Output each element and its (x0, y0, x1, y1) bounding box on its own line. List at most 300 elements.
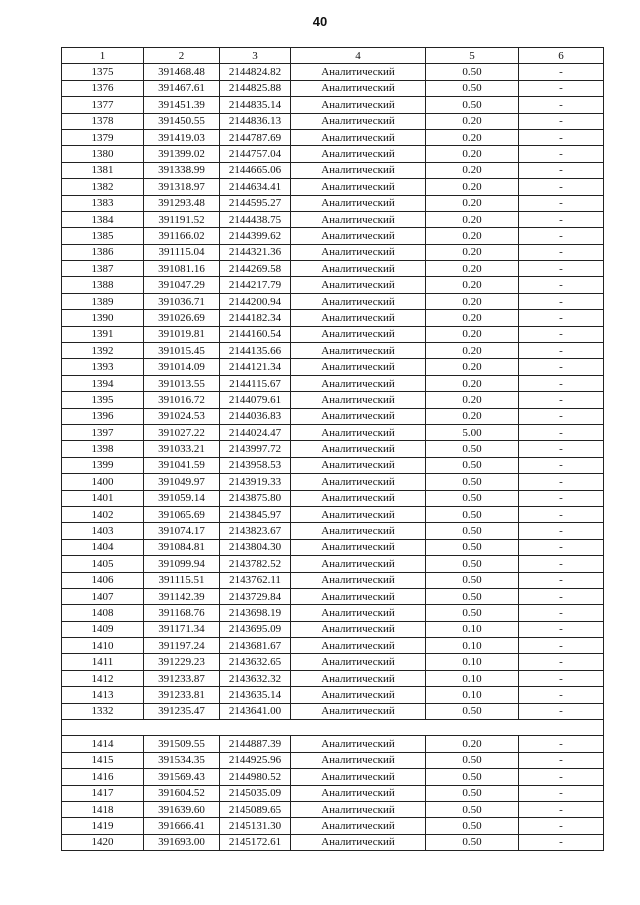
table-cell-col-4: Аналитический (291, 506, 426, 522)
table-cell-col-6: - (519, 64, 604, 80)
table-cell-col-6: - (519, 179, 604, 195)
table-cell-col-4: Аналитический (291, 261, 426, 277)
table-cell-col-5: 0.50 (426, 474, 519, 490)
table-cell-col-5: 0.50 (426, 490, 519, 506)
table-cell-col-4: Аналитический (291, 179, 426, 195)
table-cell-col-6: - (519, 228, 604, 244)
table-cell-col-5: 0.20 (426, 293, 519, 309)
table-cell-col-3: 2143729.84 (220, 588, 291, 604)
table-cell-col-3: 2144824.82 (220, 64, 291, 80)
table-cell-col-1: 1417 (62, 785, 144, 801)
coordinates-table (61, 47, 604, 851)
table-row (62, 834, 604, 850)
table-cell-col-1: 1409 (62, 621, 144, 637)
table-cell-col-3: 2143845.97 (220, 506, 291, 522)
table-cell-col-6: - (519, 834, 604, 850)
table-row (62, 310, 604, 326)
table-cell-col-1: 1395 (62, 392, 144, 408)
table-cell-col-4: Аналитический (291, 621, 426, 637)
table-cell-col-4: Аналитический (291, 211, 426, 227)
table-cell-col-2: 391229.23 (144, 654, 220, 670)
table-cell-col-2: 391019.81 (144, 326, 220, 342)
table-cell-col-5: 0.50 (426, 818, 519, 834)
table-cell-col-6: - (519, 654, 604, 670)
table-cell-col-2: 391318.97 (144, 179, 220, 195)
table-cell-col-5: 0.50 (426, 572, 519, 588)
table-cell-col-6: - (519, 97, 604, 113)
table-cell-col-2: 391041.59 (144, 457, 220, 473)
table-cell-col-2: 391467.61 (144, 80, 220, 96)
table-row (62, 687, 604, 703)
table-row (62, 244, 604, 260)
table-cell-col-5: 0.20 (426, 392, 519, 408)
table-cell-col-1: 1332 (62, 703, 144, 719)
table-cell-col-5: 0.20 (426, 261, 519, 277)
table-cell-col-1: 1419 (62, 818, 144, 834)
table-cell-col-5: 0.20 (426, 375, 519, 391)
table-cell-col-1: 1392 (62, 343, 144, 359)
table-cell-col-2: 391074.17 (144, 523, 220, 539)
table-cell-col-6: - (519, 556, 604, 572)
table-cell-col-4: Аналитический (291, 539, 426, 555)
table-cell-col-5: 0.20 (426, 146, 519, 162)
header-col-4: 4 (291, 48, 426, 64)
table-cell-col-5: 5.00 (426, 424, 519, 440)
table-cell-col-1: 1394 (62, 375, 144, 391)
table-cell-col-3: 2144269.58 (220, 261, 291, 277)
table-cell-col-1: 1397 (62, 424, 144, 440)
table-cell-col-6: - (519, 408, 604, 424)
table-cell-col-3: 2143919.33 (220, 474, 291, 490)
table-cell-col-5: 0.20 (426, 244, 519, 260)
table-cell-col-6: - (519, 80, 604, 96)
table-cell-col-6: - (519, 375, 604, 391)
table-cell-col-2: 391197.24 (144, 638, 220, 654)
table-cell-col-1: 1420 (62, 834, 144, 850)
table-cell-col-2: 391065.69 (144, 506, 220, 522)
table-cell-col-6: - (519, 457, 604, 473)
table-row (62, 326, 604, 342)
table-cell-col-2: 391142.39 (144, 588, 220, 604)
header-col-5: 5 (426, 48, 519, 64)
table-cell-col-6: - (519, 523, 604, 539)
table-cell-col-6: - (519, 211, 604, 227)
table-cell-col-1: 1408 (62, 605, 144, 621)
table-cell-col-6: - (519, 146, 604, 162)
table-cell-col-2: 391084.81 (144, 539, 220, 555)
table-cell-col-5: 0.20 (426, 736, 519, 752)
table-cell-col-6: - (519, 736, 604, 752)
table-cell-col-3: 2144787.69 (220, 129, 291, 145)
table-cell-col-1: 1402 (62, 506, 144, 522)
table-cell-col-4: Аналитический (291, 129, 426, 145)
table-row (62, 228, 604, 244)
table-cell-col-3: 2144925.96 (220, 752, 291, 768)
table-row (62, 162, 604, 178)
table-cell-col-6: - (519, 539, 604, 555)
table-row (62, 146, 604, 162)
table-cell-col-1: 1387 (62, 261, 144, 277)
table-cell-col-3: 2143823.67 (220, 523, 291, 539)
table-cell-col-3: 2143762.11 (220, 572, 291, 588)
table-row (62, 621, 604, 637)
table-cell-col-3: 2143632.65 (220, 654, 291, 670)
table-cell-col-2: 391168.76 (144, 605, 220, 621)
table-cell-col-5: 0.20 (426, 129, 519, 145)
table-cell-col-1: 1388 (62, 277, 144, 293)
table-cell-col-4: Аналитический (291, 441, 426, 457)
separator-cell (62, 720, 604, 736)
table-row (62, 408, 604, 424)
table-cell-col-1: 1390 (62, 310, 144, 326)
table-cell-col-3: 2144200.94 (220, 293, 291, 309)
table-cell-col-4: Аналитический (291, 326, 426, 342)
page-number: 40 (312, 14, 328, 29)
table-cell-col-4: Аналитический (291, 195, 426, 211)
table-cell-col-2: 391468.48 (144, 64, 220, 80)
table-cell-col-4: Аналитический (291, 146, 426, 162)
table-cell-col-3: 2143632.32 (220, 670, 291, 686)
header-row (62, 48, 604, 64)
table-cell-col-1: 1410 (62, 638, 144, 654)
table-cell-col-5: 0.50 (426, 752, 519, 768)
table-cell-col-6: - (519, 818, 604, 834)
table-row (62, 670, 604, 686)
table-cell-col-2: 391026.69 (144, 310, 220, 326)
header-col-1: 1 (62, 48, 144, 64)
table-cell-col-1: 1404 (62, 539, 144, 555)
table-cell-col-1: 1418 (62, 801, 144, 817)
table-cell-col-4: Аналитический (291, 375, 426, 391)
table-cell-col-3: 2144079.61 (220, 392, 291, 408)
table-cell-col-4: Аналитический (291, 638, 426, 654)
table-cell-col-2: 391036.71 (144, 293, 220, 309)
table-cell-col-4: Аналитический (291, 293, 426, 309)
table-cell-col-1: 1411 (62, 654, 144, 670)
table-cell-col-1: 1378 (62, 113, 144, 129)
table-cell-col-4: Аналитический (291, 588, 426, 604)
table-cell-col-6: - (519, 129, 604, 145)
table-cell-col-4: Аналитический (291, 801, 426, 817)
table-cell-col-5: 0.20 (426, 326, 519, 342)
table-cell-col-4: Аналитический (291, 392, 426, 408)
table-cell-col-5: 0.10 (426, 638, 519, 654)
table-cell-col-3: 2144757.04 (220, 146, 291, 162)
header-col-3: 3 (220, 48, 291, 64)
table-cell-col-6: - (519, 310, 604, 326)
table-cell-col-3: 2143804.30 (220, 539, 291, 555)
table-cell-col-4: Аналитический (291, 834, 426, 850)
table-row (62, 572, 604, 588)
table-cell-col-1: 1385 (62, 228, 144, 244)
table-cell-col-2: 391033.21 (144, 441, 220, 457)
table-cell-col-5: 0.20 (426, 211, 519, 227)
table-cell-col-1: 1399 (62, 457, 144, 473)
table-cell-col-6: - (519, 588, 604, 604)
table-cell-col-2: 391024.53 (144, 408, 220, 424)
table-cell-col-6: - (519, 752, 604, 768)
table-cell-col-2: 391534.35 (144, 752, 220, 768)
table-cell-col-3: 2144980.52 (220, 769, 291, 785)
table-cell-col-6: - (519, 277, 604, 293)
table-cell-col-3: 2145172.61 (220, 834, 291, 850)
table-row (62, 359, 604, 375)
table-cell-col-6: - (519, 162, 604, 178)
table-cell-col-2: 391693.00 (144, 834, 220, 850)
table-cell-col-5: 0.50 (426, 605, 519, 621)
table-row (62, 588, 604, 604)
table-cell-col-1: 1380 (62, 146, 144, 162)
table-cell-col-5: 0.20 (426, 343, 519, 359)
table-cell-col-5: 0.50 (426, 801, 519, 817)
table-cell-col-1: 1407 (62, 588, 144, 604)
table-cell-col-3: 2144825.88 (220, 80, 291, 96)
table-row (62, 261, 604, 277)
table-cell-col-6: - (519, 293, 604, 309)
table-cell-col-1: 1412 (62, 670, 144, 686)
table-row (62, 392, 604, 408)
table-row (62, 97, 604, 113)
table-cell-col-4: Аналитический (291, 310, 426, 326)
table-cell-col-3: 2143997.72 (220, 441, 291, 457)
table-cell-col-3: 2143641.00 (220, 703, 291, 719)
table-cell-col-5: 0.50 (426, 64, 519, 80)
table-cell-col-2: 391419.03 (144, 129, 220, 145)
table-row (62, 293, 604, 309)
table-row (62, 441, 604, 457)
table-cell-col-6: - (519, 326, 604, 342)
table-cell-col-3: 2144595.27 (220, 195, 291, 211)
table-row (62, 769, 604, 785)
table-cell-col-2: 391081.16 (144, 261, 220, 277)
table-row (62, 424, 604, 440)
table-cell-col-1: 1383 (62, 195, 144, 211)
table-cell-col-1: 1403 (62, 523, 144, 539)
table-cell-col-6: - (519, 392, 604, 408)
table-row (62, 605, 604, 621)
table-cell-col-6: - (519, 490, 604, 506)
table-cell-col-6: - (519, 687, 604, 703)
table-cell-col-4: Аналитический (291, 343, 426, 359)
table-cell-col-5: 0.50 (426, 506, 519, 522)
table-cell-col-6: - (519, 474, 604, 490)
table-cell-col-5: 0.50 (426, 834, 519, 850)
table-cell-col-4: Аналитический (291, 457, 426, 473)
table-cell-col-4: Аналитический (291, 703, 426, 719)
table-cell-col-4: Аналитический (291, 769, 426, 785)
table-cell-col-5: 0.50 (426, 441, 519, 457)
table-cell-col-1: 1396 (62, 408, 144, 424)
table-cell-col-6: - (519, 113, 604, 129)
table-cell-col-3: 2144634.41 (220, 179, 291, 195)
table-row (62, 474, 604, 490)
table-cell-col-4: Аналитический (291, 523, 426, 539)
table-body (62, 64, 604, 851)
table-row (62, 179, 604, 195)
table-cell-col-4: Аналитический (291, 670, 426, 686)
table-cell-col-1: 1414 (62, 736, 144, 752)
table-cell-col-1: 1398 (62, 441, 144, 457)
table-cell-col-6: - (519, 424, 604, 440)
table-cell-col-5: 0.20 (426, 277, 519, 293)
table-cell-col-6: - (519, 801, 604, 817)
table-cell-col-6: - (519, 343, 604, 359)
table-row (62, 818, 604, 834)
table-cell-col-1: 1389 (62, 293, 144, 309)
table-cell-col-5: 0.50 (426, 556, 519, 572)
table-cell-col-2: 391569.43 (144, 769, 220, 785)
table-cell-col-4: Аналитический (291, 80, 426, 96)
table-cell-col-5: 0.50 (426, 80, 519, 96)
table-cell-col-2: 391015.45 (144, 343, 220, 359)
table-cell-col-2: 391047.29 (144, 277, 220, 293)
table-cell-col-4: Аналитический (291, 474, 426, 490)
group-separator-row (62, 720, 604, 736)
table-cell-col-5: 0.20 (426, 228, 519, 244)
table-cell-col-2: 391115.04 (144, 244, 220, 260)
table-cell-col-6: - (519, 506, 604, 522)
table-row (62, 703, 604, 719)
table-cell-col-2: 391016.72 (144, 392, 220, 408)
table-cell-col-1: 1400 (62, 474, 144, 490)
table-cell-col-3: 2143698.19 (220, 605, 291, 621)
table-cell-col-3: 2144024.47 (220, 424, 291, 440)
table-cell-col-2: 391338.99 (144, 162, 220, 178)
table-cell-col-3: 2144036.83 (220, 408, 291, 424)
table-row (62, 752, 604, 768)
table-cell-col-2: 391171.34 (144, 621, 220, 637)
table-cell-col-6: - (519, 572, 604, 588)
table-cell-col-1: 1381 (62, 162, 144, 178)
table-row (62, 801, 604, 817)
table-row (62, 556, 604, 572)
table-cell-col-4: Аналитический (291, 572, 426, 588)
table-cell-col-4: Аналитический (291, 64, 426, 80)
table-cell-col-3: 2145131.30 (220, 818, 291, 834)
table-cell-col-6: - (519, 261, 604, 277)
table-cell-col-3: 2144887.39 (220, 736, 291, 752)
table-cell-col-5: 0.20 (426, 179, 519, 195)
table-cell-col-6: - (519, 785, 604, 801)
table-cell-col-1: 1376 (62, 80, 144, 96)
table-cell-col-3: 2143958.53 (220, 457, 291, 473)
table-cell-col-3: 2144182.34 (220, 310, 291, 326)
table-cell-col-4: Аналитический (291, 408, 426, 424)
table-cell-col-5: 0.50 (426, 539, 519, 555)
table-cell-col-5: 0.20 (426, 162, 519, 178)
table-cell-col-1: 1384 (62, 211, 144, 227)
table-row (62, 375, 604, 391)
table-cell-col-4: Аналитический (291, 113, 426, 129)
table-cell-col-2: 391191.52 (144, 211, 220, 227)
table-cell-col-4: Аналитический (291, 687, 426, 703)
table-cell-col-4: Аналитический (291, 654, 426, 670)
table-row (62, 638, 604, 654)
table-cell-col-6: - (519, 670, 604, 686)
table-cell-col-3: 2144665.06 (220, 162, 291, 178)
table-row (62, 277, 604, 293)
table-cell-col-3: 2144160.54 (220, 326, 291, 342)
table-cell-col-1: 1405 (62, 556, 144, 572)
table-cell-col-3: 2143782.52 (220, 556, 291, 572)
table-cell-col-3: 2144438.75 (220, 211, 291, 227)
table-cell-col-5: 0.20 (426, 359, 519, 375)
table-cell-col-6: - (519, 359, 604, 375)
table-row (62, 113, 604, 129)
table-cell-col-1: 1413 (62, 687, 144, 703)
table-cell-col-2: 391059.14 (144, 490, 220, 506)
table-row (62, 129, 604, 145)
table-cell-col-2: 391049.97 (144, 474, 220, 490)
table-cell-col-2: 391293.48 (144, 195, 220, 211)
table-cell-col-5: 0.50 (426, 769, 519, 785)
table-cell-col-4: Аналитический (291, 244, 426, 260)
table-cell-col-3: 2143681.67 (220, 638, 291, 654)
table-row (62, 490, 604, 506)
table-row (62, 80, 604, 96)
table-cell-col-2: 391099.94 (144, 556, 220, 572)
table-row (62, 736, 604, 752)
table-row (62, 539, 604, 555)
table-cell-col-2: 391666.41 (144, 818, 220, 834)
table-cell-col-6: - (519, 703, 604, 719)
table-cell-col-4: Аналитический (291, 228, 426, 244)
table-cell-col-5: 0.50 (426, 457, 519, 473)
table-cell-col-6: - (519, 244, 604, 260)
table-cell-col-5: 0.10 (426, 654, 519, 670)
table-cell-col-3: 2143875.80 (220, 490, 291, 506)
table-cell-col-3: 2145089.65 (220, 801, 291, 817)
table-cell-col-2: 391115.51 (144, 572, 220, 588)
table-cell-col-3: 2144217.79 (220, 277, 291, 293)
table-cell-col-5: 0.50 (426, 588, 519, 604)
table-cell-col-4: Аналитический (291, 490, 426, 506)
table-cell-col-4: Аналитический (291, 605, 426, 621)
header-col-2: 2 (144, 48, 220, 64)
table-cell-col-5: 0.20 (426, 310, 519, 326)
table-cell-col-1: 1382 (62, 179, 144, 195)
header-col-6: 6 (519, 48, 604, 64)
table-cell-col-6: - (519, 621, 604, 637)
table-cell-col-1: 1406 (62, 572, 144, 588)
table-cell-col-1: 1415 (62, 752, 144, 768)
table-cell-col-5: 0.20 (426, 113, 519, 129)
table-cell-col-2: 391235.47 (144, 703, 220, 719)
table-row (62, 506, 604, 522)
table-cell-col-4: Аналитический (291, 97, 426, 113)
table-cell-col-5: 0.10 (426, 670, 519, 686)
table-row (62, 457, 604, 473)
table-cell-col-2: 391509.55 (144, 736, 220, 752)
table-cell-col-3: 2144135.66 (220, 343, 291, 359)
table-cell-col-4: Аналитический (291, 785, 426, 801)
table-cell-col-5: 0.50 (426, 97, 519, 113)
table-cell-col-5: 0.10 (426, 621, 519, 637)
table-cell-col-5: 0.50 (426, 785, 519, 801)
table-cell-col-2: 391399.02 (144, 146, 220, 162)
table-cell-col-1: 1416 (62, 769, 144, 785)
table-row (62, 523, 604, 539)
table-cell-col-5: 0.50 (426, 523, 519, 539)
table-cell-col-5: 0.20 (426, 408, 519, 424)
table-row (62, 654, 604, 670)
table-cell-col-2: 391233.87 (144, 670, 220, 686)
table-cell-col-4: Аналитический (291, 752, 426, 768)
table-cell-col-3: 2144836.13 (220, 113, 291, 129)
table-row (62, 211, 604, 227)
table-cell-col-1: 1386 (62, 244, 144, 260)
table-cell-col-3: 2143635.14 (220, 687, 291, 703)
